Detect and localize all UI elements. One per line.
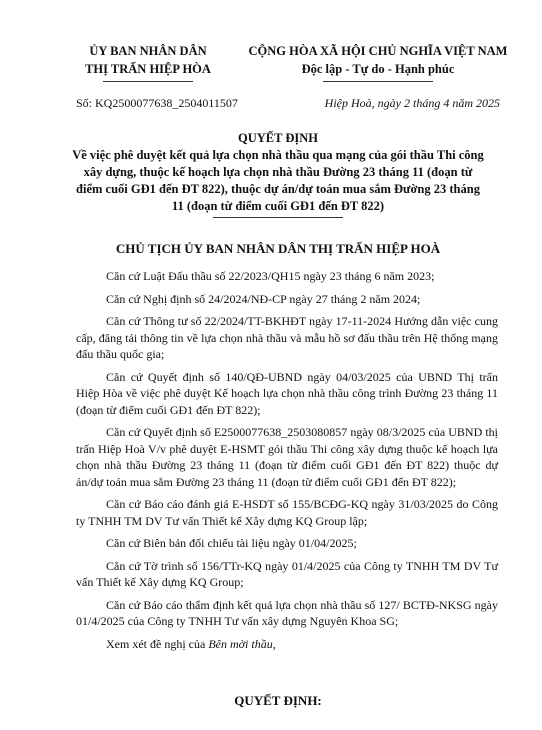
agency-underline	[103, 81, 193, 82]
title-underline	[213, 217, 343, 218]
closing-paragraph	[76, 636, 498, 653]
issuing-agency	[58, 42, 238, 82]
agency-line-2: THỊ TRẤN HIỆP HÒA	[85, 62, 211, 76]
issuing-authority: CHỦ TỊCH ỦY BAN NHÂN DÂN THỊ TRẤN HIỆP HOÀ	[115, 241, 441, 256]
decision-heading	[72, 130, 484, 218]
decision-subject: Về việc phê duyệt kết quả lựa chọn nhà thầu qua mạng của gói thầu Thi công xây dựng, thuộc kế hoạch lựa chọn nhà thầu Đường 23 tháng 11 (đoạn từ điểm cuối GĐ1 đến ĐT 822), thuộc dự án/dự toán mua sắm Đường 23 tháng 11 (đoạn từ điểm cuối GĐ1 đến ĐT 822)	[72, 148, 484, 213]
closing-party: Bên mời thầu,	[208, 636, 276, 651]
document-number: Số: KQ2500077638_2504011507	[76, 96, 238, 110]
nation-line-2: Độc lập - Tự do - Hạnh phúc	[301, 62, 455, 76]
nation-line-1: CỘNG HÒA XÃ HỘI CHỦ NGHĨA VIỆT NAM	[248, 44, 508, 58]
closing-prefix: Xem xét đề nghị của	[106, 636, 209, 651]
ground-paragraph: Căn cứ Luật Đấu thầu số 22/2023/QH15 ngày 23 tháng 6 năm 2023;	[106, 269, 435, 283]
decision-title: QUYẾT ĐỊNH	[238, 131, 318, 145]
legal-grounds	[76, 268, 498, 658]
ground-paragraph: Căn cứ Nghị định số 24/2024/NĐ-CP ngày 27 tháng 2 năm 2024;	[106, 291, 421, 306]
decides-heading: QUYẾT ĐỊNH:	[234, 693, 322, 708]
ground-paragraph: Căn cứ Báo cáo thẩm định kết quả lựa chọn nhà thầu số 127/ BCTĐ-NKSG ngày 01/4/2025 của Công ty TNHH Tư vấn xây dựng Nguyên Khoa SG;	[76, 597, 498, 628]
ground-paragraph: Căn cứ Biên bản đối chiếu tài liệu ngày 01/04/2025;	[106, 536, 357, 550]
agency-line-1: ỦY BAN NHÂN DÂN	[89, 44, 207, 58]
place-date: Hiệp Hoà, ngày 2 tháng 4 năm 2025	[324, 96, 500, 110]
motto-underline	[323, 81, 433, 82]
ground-paragraph: Căn cứ Quyết định số E2500077638_2503080857 ngày 08/3/2025 của UBND thị trấn Hiệp Hoà V/v phê duyệt E-HSMT gói thầu Thi công xây dựng thuộc kế hoạch lựa chọn nhà thầu Đường 23 tháng 11 (đoạn từ điểm cuối GĐ1 đến ĐT 822) thuộc dự án/dự toán mua sắm Đường 23 tháng 11 (đoạn từ điểm cuối GĐ1 đến ĐT 822);	[76, 425, 498, 489]
ground-paragraph: Căn cứ Thông tư số 22/2024/TT-BKHĐT ngày 17-11-2024 Hướng dẫn việc cung cấp, đăng tải thông tin về lựa chọn nhà thầu và mẫu hồ sơ đấu thầu trên Hệ thống mạng đấu thầu quốc gia;	[76, 314, 498, 361]
ground-paragraph: Căn cứ Quyết định số 140/QĐ-UBND ngày 04/03/2025 của UBND Thị trấn Hiệp Hòa về việc phê duyệt Kế hoạch lựa chọn nhà thầu công trình Đường 23 tháng 11 (đoạn từ điểm cuối GĐ1 đến ĐT 822);	[76, 369, 498, 417]
ground-paragraph: Căn cứ Tờ trình số 156/TTr-KQ ngày 01/4/2025 của Công ty TNHH TM DV Tư vấn Thiết kế Xây dựng KQ Group;	[76, 558, 498, 589]
national-motto	[238, 42, 518, 82]
ground-paragraph: Căn cứ Báo cáo đánh giá E-HSDT số 155/BCĐG-KQ ngày 31/03/2025 do Công ty TNHH TM DV Tư vấn Thiết kế Xây dựng KQ Group lập;	[76, 497, 498, 528]
